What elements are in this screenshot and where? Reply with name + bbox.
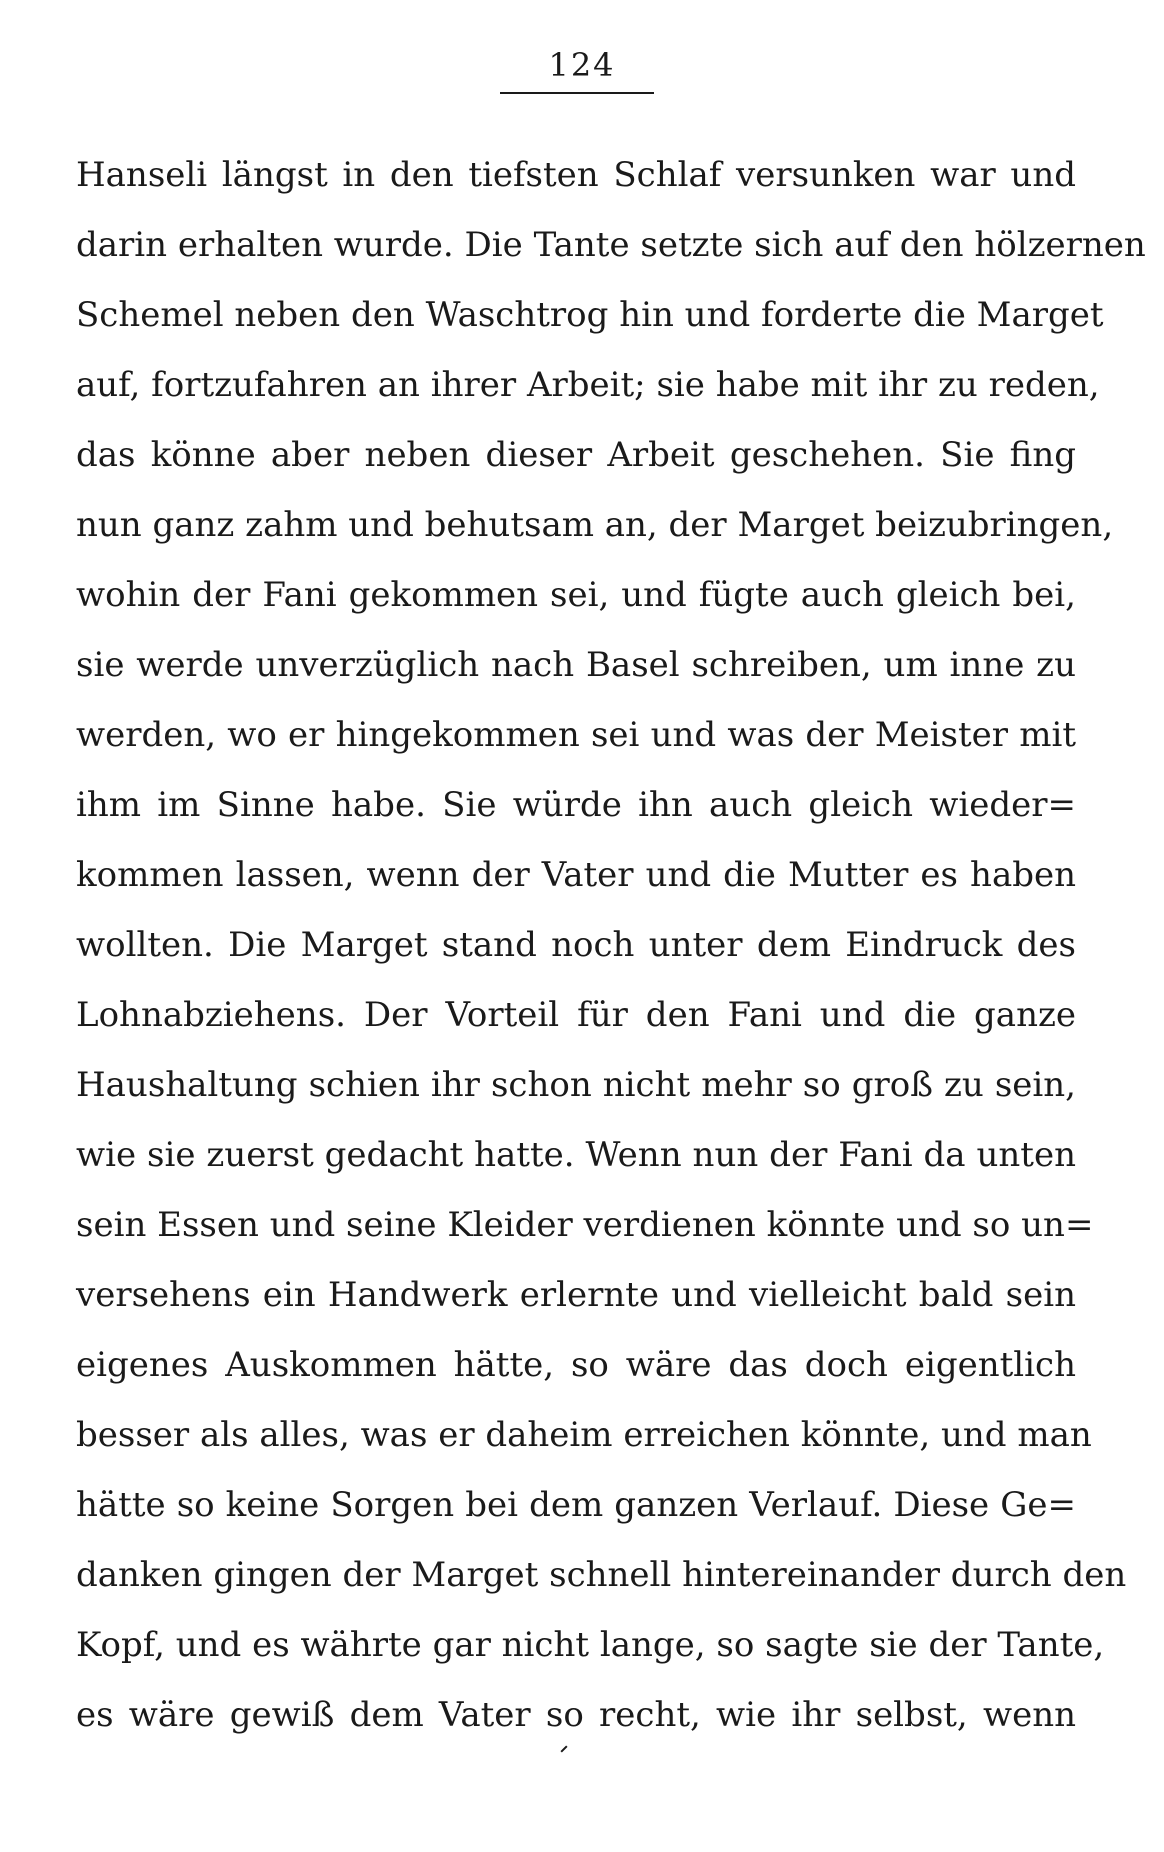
text-line: sein Essen und seine Kleider verdienen könnte und so un=: [76, 1205, 1094, 1245]
text-line: sie werde unverzüglich nach Basel schreiben, um inne zu: [76, 645, 1076, 685]
text-line: danken gingen der Marget schnell hintereinander durch den: [76, 1555, 1127, 1595]
text-line: wohin der Fani gekommen sei, und fügte auch gleich bei,: [76, 575, 1076, 615]
text-line: ihm im Sinne habe. Sie würde ihn auch gleich wieder=: [76, 785, 1076, 825]
text-line: wollten. Die Marget stand noch unter dem Eindruck des: [76, 925, 1076, 965]
text-line: besser als alles, was er daheim erreichen könnte, und man: [76, 1415, 1092, 1455]
text-line: Lohnabziehens. Der Vorteil für den Fani und die ganze: [76, 995, 1076, 1035]
text-line: Schemel neben den Waschtrog hin und forderte die Marget: [76, 295, 1104, 335]
text-line: hätte so keine Sorgen bei dem ganzen Verlauf. Diese Ge=: [76, 1485, 1076, 1525]
text-line: darin erhalten wurde. Die Tante setzte sich auf den hölzernen: [76, 225, 1146, 265]
text-line: nun ganz zahm und behutsam an, der Marget beizubringen,: [76, 505, 1114, 545]
text-line: Haushaltung schien ihr schon nicht mehr so groß zu sein,: [76, 1065, 1076, 1105]
body-text: [76, 140, 1146, 1750]
text-line: es wäre gewiß dem Vater so recht, wie ihr selbst, wenn: [76, 1695, 1076, 1735]
text-line: das könne aber neben dieser Arbeit geschehen. Sie fing: [76, 435, 1076, 475]
text-line: versehens ein Handwerk erlernte und vielleicht bald sein: [76, 1275, 1076, 1315]
text-line: werden, wo er hingekommen sei und was der Meister mit: [76, 715, 1076, 755]
text-line: kommen lassen, wenn der Vater und die Mutter es haben: [76, 855, 1076, 895]
text-line: eigenes Auskommen hätte, so wäre das doch eigentlich: [76, 1345, 1076, 1385]
page-number-rule: [500, 92, 654, 94]
text-line: Hanseli längst in den tiefsten Schlaf versunken war und: [76, 155, 1076, 195]
page-number: 124: [548, 46, 616, 84]
text-line: auf, fortzufahren an ihrer Arbeit; sie habe mit ihr zu reden,: [76, 365, 1100, 405]
text-line: wie sie zuerst gedacht hatte. Wenn nun der Fani da unten: [76, 1135, 1076, 1175]
text-line: Kopf, und es währte gar nicht lange, so sagte sie der Tante,: [76, 1625, 1105, 1665]
